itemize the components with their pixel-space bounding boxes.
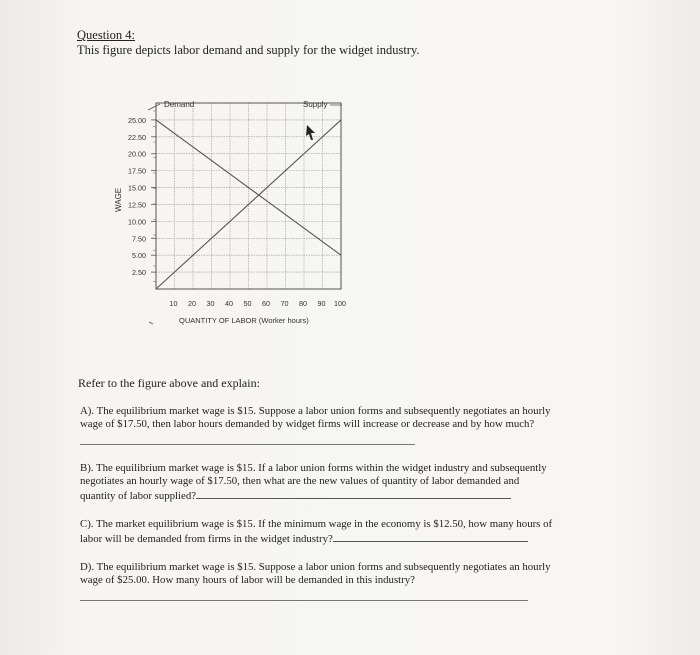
part-c-answer-blank — [333, 531, 528, 542]
x-tick-label: 90 — [317, 299, 326, 308]
prompt-text: Refer to the figure above and explain: — [78, 376, 260, 390]
y-tick-label: 5.00 — [132, 251, 146, 261]
x-axis-label: QUANTITY OF LABOR (Worker hours) — [179, 316, 309, 325]
y-tick-label: 17.50 — [128, 166, 146, 176]
y-axis-label: WAGE — [114, 187, 123, 212]
part-c — [80, 518, 600, 546]
supply-label: Supply — [303, 100, 328, 109]
y-tick-labels — [128, 116, 146, 277]
part-a-answer-line — [80, 444, 415, 445]
y-tick-label: 22.50 — [128, 132, 146, 142]
y-tick-marks — [151, 111, 156, 282]
y-tick-label: 25.00 — [128, 115, 146, 125]
part-b — [80, 462, 600, 503]
part-b-line1: B). The equilibrium market wage is $15. If a labor union forms within the widget industry and subsequently — [80, 462, 547, 474]
part-b-answer-blank — [196, 488, 511, 499]
part-a-line1: A). The equilibrium market wage is $15. Suppose a labor union forms and subsequently negotiates an hourly — [80, 405, 551, 417]
y-tick-label: 7.50 — [132, 234, 146, 244]
x-tick-label: 40 — [225, 299, 233, 308]
part-c-line2: labor will be demanded from firms in the widget industry? — [80, 533, 333, 545]
x-tick-label: 60 — [262, 299, 270, 308]
labor-market-chart — [100, 88, 360, 338]
demand-label: Demand — [164, 100, 195, 109]
part-d-line2: wage of $25.00. How many hours of labor will be demanded in this industry? — [80, 574, 415, 586]
x-tick-label: 50 — [243, 299, 252, 308]
x-tick-label: 100 — [334, 299, 346, 308]
part-b-line3: quantity of labor supplied? — [80, 490, 197, 502]
y-tick-label: 10.00 — [128, 217, 146, 227]
part-c-line2-wrap — [80, 531, 600, 546]
x-tick-label: 30 — [206, 299, 215, 308]
y-tick-label: 20.00 — [128, 149, 146, 159]
part-a — [80, 405, 600, 431]
part-c-line1: C). The market equilibrium wage is $15. If the minimum wage in the economy is $12.50, how many hours of — [80, 518, 553, 530]
part-b-line3-wrap — [80, 488, 600, 503]
part-d — [80, 561, 600, 587]
question-intro: This figure depicts labor demand and supply for the widget industry. — [77, 43, 420, 57]
y-tick-label: 2.50 — [132, 268, 146, 278]
x-tick-label: 70 — [280, 299, 289, 308]
question-title: Question 4: — [77, 28, 135, 42]
part-a-line2: wage of $17.50, then labor hours demanded by widget firms will increase or decrease and by how much? — [80, 418, 535, 430]
part-d-line1: D). The equilibrium market wage is $15. Suppose a labor union forms and subsequently negotiates an hourly — [80, 561, 551, 573]
stray-mark — [149, 322, 153, 324]
cursor-arrow-icon — [306, 125, 315, 140]
part-b-line2: negotiates an hourly wage of $17.50, then what are the new values of quantity of labor demanded and — [80, 475, 520, 487]
x-tick-labels — [170, 299, 347, 308]
x-tick-label: 10 — [169, 299, 178, 308]
demand-label-pointer — [148, 104, 160, 110]
y-tick-label: 12.50 — [128, 200, 146, 210]
chart-grid — [156, 103, 341, 289]
x-tick-label: 20 — [188, 299, 196, 308]
x-tick-label: 80 — [299, 299, 307, 308]
part-d-answer-line — [80, 600, 528, 601]
y-tick-label: 15.00 — [128, 183, 146, 193]
